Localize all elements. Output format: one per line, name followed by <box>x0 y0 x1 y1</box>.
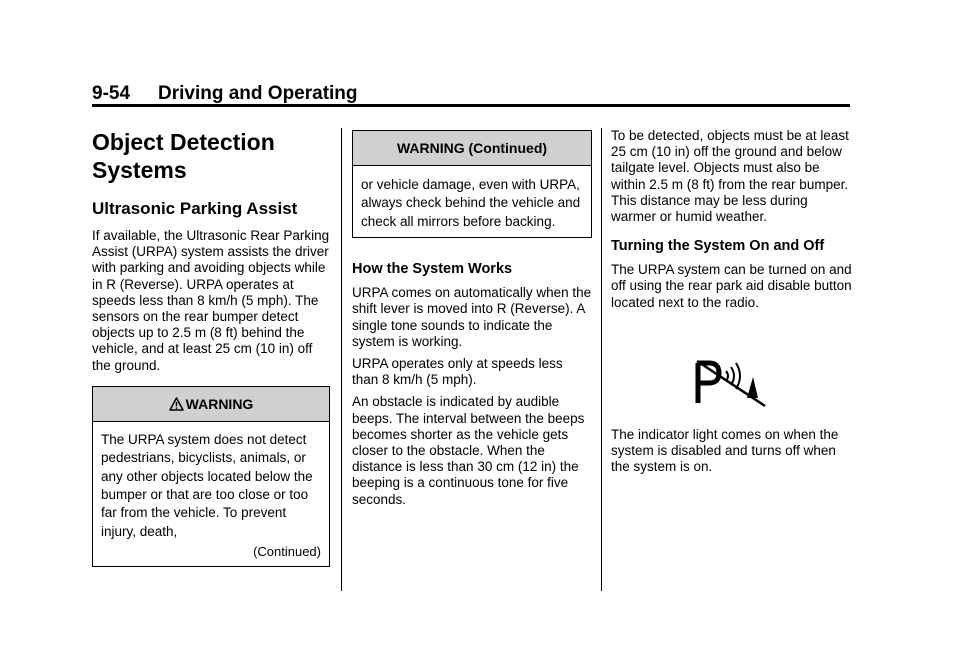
warning-header <box>93 387 329 422</box>
paragraph: An obstacle is indicated by audible beeps. The interval between the beeps becomes shorter as the vehicle gets closer to the obstacle. When the distance is less than 30 cm (12 in) the beeping is a continuous tone for five seconds. <box>352 394 585 507</box>
warning-title: WARNING <box>185 395 254 412</box>
column-2 <box>352 128 592 514</box>
page-number: 9-54 <box>92 83 131 104</box>
warning-body <box>93 422 329 566</box>
warning-box-continued <box>352 130 592 238</box>
column-3 <box>611 128 855 481</box>
column-divider <box>601 128 602 591</box>
park-assist-disabled-icon <box>695 359 767 409</box>
paragraph: URPA comes on automatically when the shift lever is moved into R (Reverse). A single tone sounds to indicate the system is working. <box>352 285 592 349</box>
page-header <box>92 82 850 106</box>
section-heading: Turning the System On and Off <box>611 238 825 255</box>
header-rule <box>92 104 850 107</box>
warning-header: WARNING (Continued) <box>353 131 591 166</box>
paragraph: The indicator light comes on when the system is disabled and turns off when the system is on. <box>611 426 839 475</box>
warning-body: or vehicle damage, even with URPA, always check behind the vehicle and check all mirrors before backing. <box>361 177 581 229</box>
paragraph: To be detected, objects must be at least 25 cm (10 in) off the ground and below tailgate level. Objects must also be within 2.5 m (8 ft) from the rear bumper. This distance may be less during warmer or humid weather. <box>611 128 849 225</box>
warning-box <box>92 386 330 567</box>
intro-paragraph: If available, the Ultrasonic Rear Parking Assist (URPA) system assists the driver with parking and avoiding objects while in R (Reverse). URPA operates at speeds less than 8 km/h (5 mph). The sensors on the rear bumper detect objects up to 2.5 m (8 ft) behind the vehicle, and at least 25 cm (10 in) off the ground. <box>92 228 330 373</box>
paragraph: The URPA system can be turned on and off using the rear park aid disable button located next to the radio. <box>611 262 852 310</box>
continued-label: (Continued) <box>253 544 321 560</box>
paragraph: URPA operates only at speeds less than 8 km/h (5 mph). <box>352 356 563 388</box>
column-divider <box>341 128 342 591</box>
warning-text: The URPA system does not detect pedestrians, bicyclists, animals, or any other objects located below the bumper or that are too close or too far from the vehicle. To prevent injury, death, <box>101 431 313 539</box>
section-title: Driving and Operating <box>158 83 358 104</box>
warning-triangle-icon <box>169 389 184 423</box>
page-title: Object Detection Systems <box>92 129 275 183</box>
column-1 <box>92 128 330 567</box>
section-heading: How the System Works <box>352 261 513 278</box>
section-heading: Ultrasonic Parking Assist <box>92 199 298 218</box>
